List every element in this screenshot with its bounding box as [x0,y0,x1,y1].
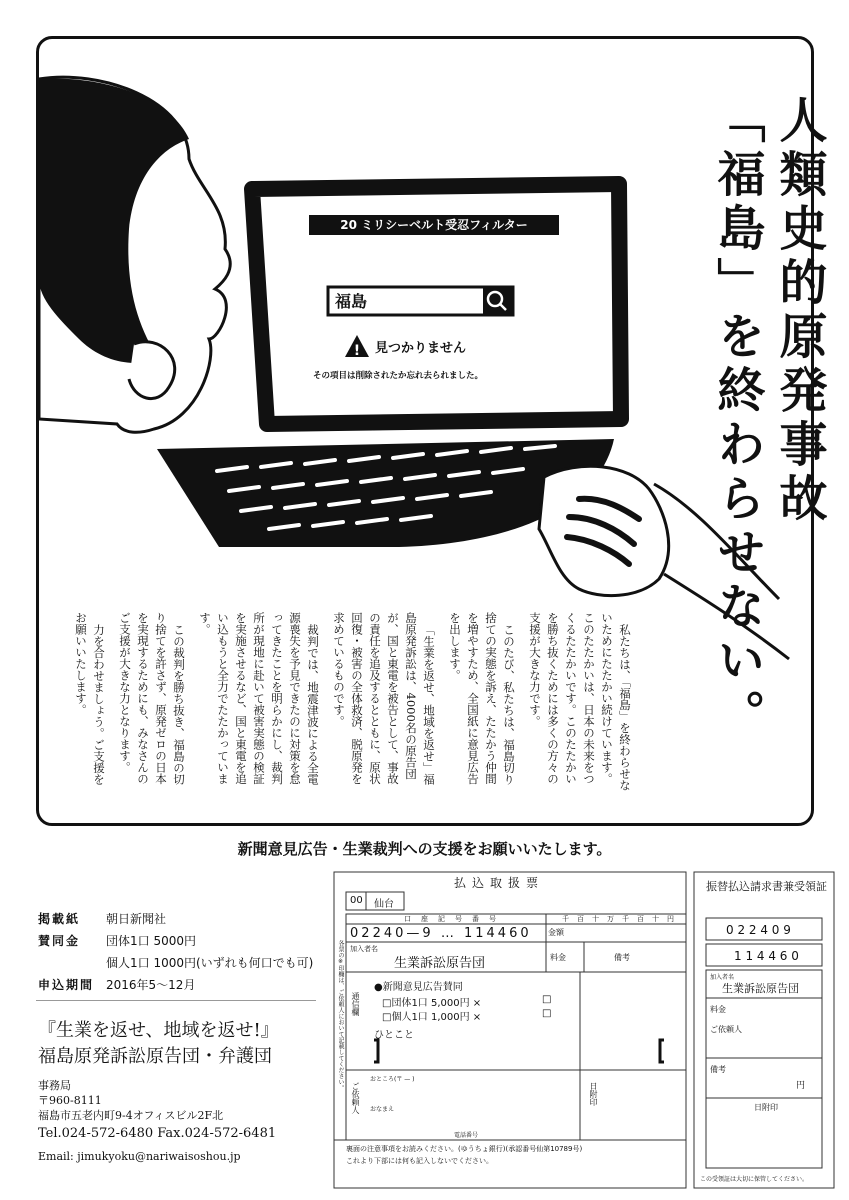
woman-silhouette [39,77,230,432]
side-note: 各票の※印欄は、ご依頼人において記載してください。 [337,940,344,1091]
account-label: 口座記号番号 [404,915,506,923]
screen-header: 20 ミリシーベルト受忍フィルター [340,218,528,232]
info-row [38,974,313,996]
laptop [157,184,789,659]
receipt-date-stamp: 日附印 [754,1103,778,1112]
receipt-account-prefix: 0 2 2 4 0 9 [726,923,791,937]
option-header: ●新聞意見広告賛同 [374,982,463,993]
divider [36,1000,316,1001]
receipt-requester: ご依頼人 [710,1025,742,1034]
info-block [38,908,313,996]
account-number: 02240—9 … 114460 [350,926,532,941]
branch-code: 00 [350,895,363,906]
office-address: 福島市五老内町9-4オフィスビル2F北 [38,1109,224,1122]
paragraph: このたび、私たちは、福島切り捨ての実態を訴え、たたかう仲間を増やすため、全国紙に意見広告を出します。 [448,612,516,785]
info-value: 個人1口 1000円(いずれも何口でも可) [106,956,314,970]
org-subtitle: 福島原発訴訟原告団・弁護団 [38,1046,272,1067]
org-title: 『生業を返せ、地域を返せ!』 [38,1020,279,1041]
holder-name: 生業訴訟原告団 [394,956,486,971]
payment-slip [334,872,834,1188]
info-key: 掲載紙 [38,912,81,926]
not-found-text: 見つかりません [375,341,467,356]
org-title-block [38,1018,279,1070]
email-address[interactable]: Email: jimukyoku@nariwaisoshou.jp [38,1150,241,1163]
amount-units: 千百十万千百十円 [562,915,682,923]
holder-label: 加入者名 [350,945,378,953]
fee-label: 料金 [550,953,566,962]
info-value: 団体1口 5000円 [106,934,196,948]
option-person-box[interactable]: □ [542,1008,552,1019]
receipt-holder: 生業訴訟原告団 [722,982,799,995]
paragraph: 裁判では、地震津波による全電源喪失を予見できたのに対策を怠ってきたことを明らかにし、裁判所が現地に赴いて被害実態の検証を実施させるなど、国と東電を追い込もうと全力でたたかっています。 [198,612,320,785]
receipt-account-suffix: 1 1 4 4 6 0 [734,949,799,963]
tel-fax: Tel.024-572-6480 Fax.024-572-6481 [38,1126,277,1141]
slip-title: 払込取扱票 [454,876,545,890]
info-key: 賛同金 [38,934,81,948]
svg-text:!: ! [353,343,361,359]
info-key: 申込期間 [38,978,95,992]
slip-footer-2: これより下部には何も記入しないでください。 [346,1157,493,1165]
receipt-yen: 円 [796,1081,806,1091]
info-value: 2016年5〜12月 [106,978,196,992]
option-group[interactable]: □団体1口 5,000円 × [382,998,482,1009]
postal-code: 〒960-8111 [38,1094,102,1107]
paragraph: 「生業を返せ、地域を返せ」福島原発訴訟は、4000名の原告団が、国と東電を被告として、事故の責任を追及するとともに、原状回復・被害の全体救済、脱原発を求めているものです。 [332,612,436,785]
receipt-holder-label: 加入者名 [710,974,735,981]
info-row [38,908,313,930]
option-person[interactable]: □個人1口 1,000円 × [382,1012,482,1023]
headline-line1: 人類史的原発事故 [771,95,827,527]
receipt-bottom-note: この受領証は大切に保管してください。 [700,1176,809,1183]
hitokoto-label: ひとこと [374,1030,414,1041]
address-label: おところ(〒 — ) [370,1076,415,1083]
info-value: 朝日新聞社 [106,912,167,926]
paragraph: 私たちは、「福島」を終わらせないためにたたかい続けています。このたたかいは、日本の未来をつくるたたかいです。このたたかいを勝ち抜くためには多くの方々の支援が大きな力です。 [528,612,632,791]
support-caption: 新聞意見広告・生業裁判への支援をお願いいたします。 [237,840,612,858]
office-label: 事務局 [38,1079,71,1092]
receipt-remarks: 備考 [710,1065,726,1074]
info-row [38,930,313,952]
date-stamp-label: 日附印 [589,1082,598,1106]
info-key [38,952,106,974]
phone-label: 電話番号 [454,1132,479,1139]
comm-label: 通信欄 [351,992,360,1016]
paragraph: 力を合わせましょう。ご支援をお願いいたします。 [74,612,106,785]
info-row [38,952,313,974]
receipt-amount-label: 料金 [710,1005,726,1014]
search-input[interactable]: 福島 [335,292,368,311]
branch-name: 仙台 [374,899,394,910]
receipt-title: 振替払込請求書兼受領証 [706,880,827,893]
remarks-label: 備考 [614,953,630,962]
paragraph: この裁判を勝ち抜き、福島の切り捨てを許さず、原発ゼロの日本を実現するためにも、みなさんのご支援が大きな力となります。 [118,612,186,785]
option-group-box[interactable]: □ [542,994,552,1005]
slip-footer-1: 裏面の注意事項をお読みください。(ゆうちょ銀行)(承認番号仙第10789号) [346,1145,583,1153]
headline-line2: 「福島」を終わらせない。 [709,95,765,743]
name-label: おなまえ [370,1106,395,1113]
body-text [74,612,634,792]
not-found-message: その項目は削除されたか忘れ去られました。 [313,371,484,381]
office-block [38,1078,223,1123]
amount-label: 金額 [548,928,564,937]
requester-label: ご依頼人 [351,1082,360,1114]
